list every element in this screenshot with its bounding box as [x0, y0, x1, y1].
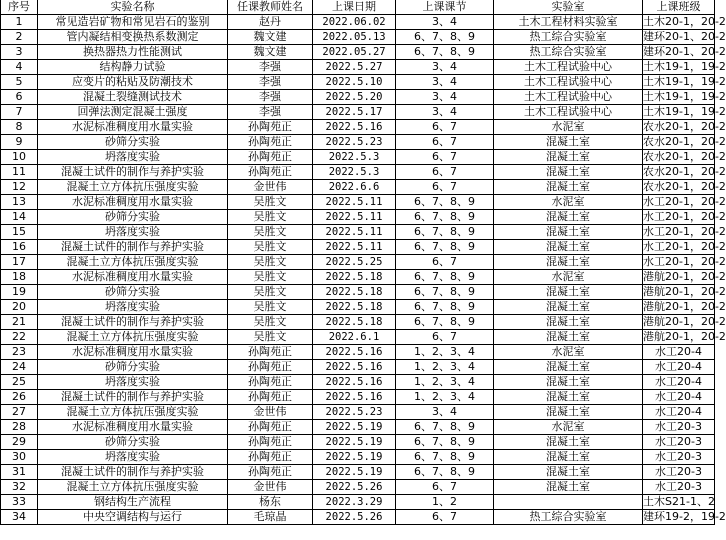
cell-teacher: 吴胜文 [228, 330, 313, 345]
cell-lab: 混凝土室 [494, 240, 643, 255]
cell-index: 20 [1, 300, 38, 315]
cell-class: 港航20-1，20-2 [643, 315, 726, 328]
cell-index: 9 [1, 135, 38, 150]
table-row [1, 480, 715, 495]
cell-lab: 混凝土室 [494, 180, 643, 195]
cell-class: 建环19-2，19-2 [643, 510, 726, 523]
cell-periods: 6、7、8、9 [396, 225, 494, 240]
cell-index: 33 [1, 495, 38, 510]
header-experiment-name: 实验名称 [38, 0, 228, 15]
cell-index: 12 [1, 180, 38, 195]
cell-lab: 混凝土室 [494, 330, 643, 345]
cell-periods: 1、2、3、4 [396, 390, 494, 405]
cell-experiment-name: 水泥标准稠度用水量实验 [38, 195, 228, 210]
cell-date: 2022.6.6 [313, 180, 396, 195]
table-row [1, 165, 715, 180]
table-row [1, 270, 715, 285]
cell-date: 2022.06.02 [313, 15, 396, 30]
cell-date: 2022.5.11 [313, 210, 396, 225]
table-row [1, 135, 715, 150]
cell-experiment-name: 砂筛分实验 [38, 210, 228, 225]
cell-index: 5 [1, 75, 38, 90]
cell-periods: 6、7、8、9 [396, 240, 494, 255]
cell-class: 港航20-1，20-2 [643, 270, 726, 283]
cell-experiment-name: 混凝土立方体抗压强度实验 [38, 480, 228, 495]
cell-index: 1 [1, 15, 38, 30]
cell-date: 2022.5.23 [313, 135, 396, 150]
table-row [1, 315, 715, 330]
cell-index: 27 [1, 405, 38, 420]
cell-lab: 土木工程试验中心 [494, 90, 643, 105]
cell-teacher: 孙陶苑正 [228, 375, 313, 390]
cell-periods: 6、7、8、9 [396, 285, 494, 300]
cell-lab: 土木工程材料实验室 [494, 15, 643, 30]
cell-date: 2022.5.19 [313, 450, 396, 465]
cell-teacher: 吴胜文 [228, 315, 313, 330]
cell-periods: 6、7 [396, 150, 494, 165]
cell-teacher: 吴胜文 [228, 255, 313, 270]
table-row [1, 465, 715, 480]
cell-class: 土木19-1，19-2 [643, 75, 726, 88]
cell-lab: 混凝土室 [494, 300, 643, 315]
cell-periods: 1、2、3、4 [396, 375, 494, 390]
cell-teacher: 孙陶苑正 [228, 345, 313, 360]
cell-experiment-name: 水泥标准稠度用水量实验 [38, 345, 228, 360]
cell-class: 港航20-1，20-2 [643, 330, 726, 343]
cell-class: 港航20-1，20-2 [643, 285, 726, 298]
cell-date: 2022.5.11 [313, 240, 396, 255]
cell-periods: 6、7 [396, 330, 494, 345]
cell-lab: 混凝土室 [494, 315, 643, 330]
cell-date: 2022.05.13 [313, 30, 396, 45]
cell-index: 22 [1, 330, 38, 345]
cell-periods: 6、7 [396, 165, 494, 180]
cell-lab: 水泥室 [494, 120, 643, 135]
table-row [1, 210, 715, 225]
table-row [1, 345, 715, 360]
cell-experiment-name: 混凝土立方体抗压强度实验 [38, 330, 228, 345]
cell-lab: 混凝土室 [494, 165, 643, 180]
cell-teacher: 孙陶苑正 [228, 390, 313, 405]
cell-periods: 3、4 [396, 405, 494, 420]
cell-date: 2022.5.16 [313, 120, 396, 135]
table-row [1, 195, 715, 210]
cell-experiment-name: 砂筛分实验 [38, 135, 228, 150]
cell-class: 农水20-1，20-2 [643, 180, 726, 193]
cell-periods: 3、4 [396, 105, 494, 120]
cell-periods: 6、7、8、9 [396, 315, 494, 330]
cell-date: 2022.05.27 [313, 45, 396, 60]
table-row [1, 240, 715, 255]
cell-experiment-name: 砂筛分实验 [38, 285, 228, 300]
cell-lab: 混凝土室 [494, 405, 643, 420]
cell-lab: 混凝土室 [494, 375, 643, 390]
cell-date: 2022.5.11 [313, 225, 396, 240]
cell-teacher: 吴胜文 [228, 240, 313, 255]
cell-experiment-name: 混凝土试件的制作与养护实验 [38, 315, 228, 330]
cell-teacher: 孙陶苑正 [228, 120, 313, 135]
table-row [1, 90, 715, 105]
table-row [1, 360, 715, 375]
cell-class: 土木19-1，19-2 [643, 90, 726, 103]
cell-experiment-name: 混凝土试件的制作与养护实验 [38, 390, 228, 405]
cell-teacher: 吴胜文 [228, 225, 313, 240]
cell-class: 水工20-3 [643, 420, 715, 435]
cell-teacher: 李强 [228, 75, 313, 90]
cell-index: 29 [1, 435, 38, 450]
cell-experiment-name: 水泥标准稠度用水量实验 [38, 270, 228, 285]
table-row [1, 15, 715, 30]
cell-experiment-name: 换热器热力性能测试 [38, 45, 228, 60]
cell-index: 24 [1, 360, 38, 375]
table-row [1, 300, 715, 315]
cell-experiment-name: 常见造岩矿物和常见岩石的鉴别 [38, 15, 228, 30]
cell-lab: 混凝土室 [494, 465, 643, 480]
cell-periods: 6、7 [396, 255, 494, 270]
cell-class: 水工20-3 [643, 480, 715, 495]
cell-lab: 水泥室 [494, 420, 643, 435]
cell-experiment-name: 坍落度实验 [38, 450, 228, 465]
cell-class: 农水20-1，20-2 [643, 120, 726, 133]
cell-date: 2022.3.29 [313, 495, 396, 510]
cell-experiment-name: 砂筛分实验 [38, 435, 228, 450]
cell-experiment-name: 结构静力试验 [38, 60, 228, 75]
table-row [1, 510, 715, 525]
cell-periods: 6、7 [396, 135, 494, 150]
cell-class: 水工20-3 [643, 450, 715, 465]
cell-experiment-name: 中央空调结构与运行 [38, 510, 228, 525]
cell-periods: 6、7、8、9 [396, 435, 494, 450]
cell-experiment-name: 坍落度实验 [38, 375, 228, 390]
cell-teacher: 孙陶苑正 [228, 135, 313, 150]
cell-class: 水工20-1，20-2 [643, 240, 726, 253]
table-row [1, 180, 715, 195]
cell-date: 2022.5.3 [313, 165, 396, 180]
table-row [1, 120, 715, 135]
cell-teacher: 魏文建 [228, 45, 313, 60]
table-row [1, 75, 715, 90]
cell-index: 7 [1, 105, 38, 120]
cell-teacher: 魏文建 [228, 30, 313, 45]
cell-index: 6 [1, 90, 38, 105]
cell-lab: 混凝土室 [494, 390, 643, 405]
cell-class: 建环20-1、20-2 [643, 45, 726, 58]
cell-index: 30 [1, 450, 38, 465]
cell-index: 11 [1, 165, 38, 180]
cell-teacher: 李强 [228, 60, 313, 75]
cell-lab: 土木工程试验中心 [494, 60, 643, 75]
cell-class: 农水20-1，20-2 [643, 150, 726, 163]
table-body [1, 15, 726, 525]
cell-date: 2022.5.10 [313, 75, 396, 90]
cell-class: 水工20-4 [643, 405, 715, 420]
cell-class: 土木19-1，19-2 [643, 60, 726, 73]
cell-date: 2022.5.19 [313, 435, 396, 450]
cell-experiment-name: 管内凝结相变换热系数测定 [38, 30, 228, 45]
cell-index: 21 [1, 315, 38, 330]
cell-index: 25 [1, 375, 38, 390]
table-row [1, 255, 715, 270]
cell-index: 31 [1, 465, 38, 480]
cell-periods: 3、4 [396, 60, 494, 75]
cell-periods: 6、7、8、9 [396, 270, 494, 285]
table-row [1, 450, 715, 465]
cell-class: 建环20-1、20-2 [643, 30, 726, 43]
cell-class: 土木20-1，20-2 [643, 15, 726, 28]
cell-date: 2022.5.16 [313, 375, 396, 390]
cell-date: 2022.5.17 [313, 105, 396, 120]
cell-date: 2022.5.19 [313, 420, 396, 435]
cell-periods: 6、7 [396, 120, 494, 135]
cell-lab: 混凝土室 [494, 135, 643, 150]
cell-date: 2022.5.16 [313, 390, 396, 405]
header-lab: 实验室 [494, 0, 643, 15]
cell-teacher: 孙陶苑正 [228, 420, 313, 435]
cell-index: 17 [1, 255, 38, 270]
cell-teacher: 李强 [228, 105, 313, 120]
cell-class: 港航20-1，20-2 [643, 300, 726, 313]
cell-experiment-name: 混凝土试件的制作与养护实验 [38, 240, 228, 255]
table-row [1, 495, 715, 510]
cell-periods: 6、7、8、9 [396, 45, 494, 60]
cell-date: 2022.5.19 [313, 465, 396, 480]
cell-periods: 1、2、3、4 [396, 360, 494, 375]
table-row [1, 375, 715, 390]
cell-date: 2022.5.26 [313, 480, 396, 495]
cell-experiment-name: 坍落度实验 [38, 300, 228, 315]
cell-experiment-name: 混凝土试件的制作与养护实验 [38, 165, 228, 180]
header-periods: 上课课节 [396, 0, 494, 15]
cell-index: 10 [1, 150, 38, 165]
cell-class: 水工20-4 [643, 360, 715, 375]
cell-teacher: 孙陶苑正 [228, 465, 313, 480]
cell-lab: 混凝土室 [494, 360, 643, 375]
cell-date: 2022.5.23 [313, 405, 396, 420]
cell-index: 4 [1, 60, 38, 75]
header-index: 序号 [1, 0, 38, 15]
cell-index: 8 [1, 120, 38, 135]
cell-periods: 3、4 [396, 15, 494, 30]
cell-teacher: 孙陶苑正 [228, 435, 313, 450]
cell-periods: 6、7、8、9 [396, 420, 494, 435]
cell-experiment-name: 水泥标准稠度用水量实验 [38, 420, 228, 435]
header-class: 上课班级 [643, 0, 715, 15]
cell-teacher: 孙陶苑正 [228, 450, 313, 465]
cell-periods: 3、4 [396, 75, 494, 90]
cell-index: 15 [1, 225, 38, 240]
table-row [1, 45, 715, 60]
cell-lab: 热工综合实验室 [494, 30, 643, 45]
cell-experiment-name: 混凝土裂缝测试技术 [38, 90, 228, 105]
cell-class: 水工20-3 [643, 465, 715, 480]
cell-index: 28 [1, 420, 38, 435]
cell-date: 2022.5.11 [313, 195, 396, 210]
cell-lab: 混凝土室 [494, 285, 643, 300]
cell-lab: 混凝土室 [494, 450, 643, 465]
header-date: 上课日期 [313, 0, 396, 15]
cell-periods: 6、7、8、9 [396, 450, 494, 465]
cell-date: 2022.5.25 [313, 255, 396, 270]
cell-class: 水工20-4 [643, 375, 715, 390]
cell-lab [494, 495, 643, 510]
cell-teacher: 吴胜文 [228, 270, 313, 285]
cell-date: 2022.5.16 [313, 360, 396, 375]
cell-class: 水工20-1，20-2 [643, 210, 726, 223]
cell-class: 土木S21-1、2 [643, 495, 715, 508]
cell-lab: 混凝土室 [494, 480, 643, 495]
cell-teacher: 吴胜文 [228, 285, 313, 300]
cell-teacher: 毛琼晶 [228, 510, 313, 525]
cell-index: 13 [1, 195, 38, 210]
cell-lab: 混凝土室 [494, 435, 643, 450]
cell-class: 水工20-4 [643, 390, 715, 405]
cell-date: 2022.5.18 [313, 270, 396, 285]
cell-lab: 热工综合实验室 [494, 45, 643, 60]
cell-class: 水工20-1，20-2 [643, 255, 726, 268]
cell-periods: 6、7、8、9 [396, 210, 494, 225]
cell-date: 2022.5.27 [313, 60, 396, 75]
table-row [1, 225, 715, 240]
cell-index: 16 [1, 240, 38, 255]
cell-lab: 水泥室 [494, 270, 643, 285]
cell-teacher: 杨东 [228, 495, 313, 510]
cell-experiment-name: 砂筛分实验 [38, 360, 228, 375]
cell-lab: 土木工程试验中心 [494, 105, 643, 120]
cell-teacher: 李强 [228, 90, 313, 105]
cell-class: 水工20-3 [643, 435, 715, 450]
cell-periods: 6、7、8、9 [396, 465, 494, 480]
header-row [1, 0, 715, 15]
table-row [1, 30, 715, 45]
cell-class: 土木19-1，19-2 [643, 105, 726, 118]
cell-lab: 水泥室 [494, 195, 643, 210]
cell-lab: 水泥室 [494, 345, 643, 360]
cell-class: 水工20-4 [643, 345, 715, 360]
cell-index: 2 [1, 30, 38, 45]
header-teacher: 任课教师姓名 [228, 0, 313, 15]
cell-lab: 混凝土室 [494, 255, 643, 270]
table-row [1, 150, 715, 165]
cell-index: 23 [1, 345, 38, 360]
table-row [1, 390, 715, 405]
cell-experiment-name: 混凝土试件的制作与养护实验 [38, 465, 228, 480]
cell-index: 18 [1, 270, 38, 285]
cell-index: 14 [1, 210, 38, 225]
cell-class: 水工20-1，20-2 [643, 195, 726, 208]
cell-lab: 土木工程试验中心 [494, 75, 643, 90]
cell-experiment-name: 水泥标准稠度用水量实验 [38, 120, 228, 135]
cell-class: 农水20-1，20-2 [643, 165, 726, 178]
cell-teacher: 金世伟 [228, 480, 313, 495]
cell-periods: 6、7 [396, 180, 494, 195]
cell-index: 26 [1, 390, 38, 405]
cell-periods: 1、2 [396, 495, 494, 510]
table-row [1, 105, 715, 120]
cell-class: 农水20-1，20-2 [643, 135, 726, 148]
cell-experiment-name: 混凝土立方体抗压强度实验 [38, 405, 228, 420]
table-row [1, 420, 715, 435]
cell-date: 2022.5.18 [313, 315, 396, 330]
table-row [1, 435, 715, 450]
cell-date: 2022.5.18 [313, 285, 396, 300]
cell-date: 2022.5.16 [313, 345, 396, 360]
cell-experiment-name: 应变片的粘贴及防潮技术 [38, 75, 228, 90]
cell-experiment-name: 混凝土立方体抗压强度实验 [38, 255, 228, 270]
cell-periods: 6、7 [396, 510, 494, 525]
cell-teacher: 孙陶苑正 [228, 150, 313, 165]
cell-teacher: 孙陶苑正 [228, 165, 313, 180]
cell-class: 水工20-1，20-2 [643, 225, 726, 238]
cell-lab: 热工综合实验室 [494, 510, 643, 525]
cell-teacher: 金世伟 [228, 405, 313, 420]
cell-teacher: 金世伟 [228, 180, 313, 195]
cell-teacher: 吴胜文 [228, 210, 313, 225]
cell-periods: 3、4 [396, 90, 494, 105]
cell-periods: 6、7、8、9 [396, 195, 494, 210]
cell-date: 2022.5.3 [313, 150, 396, 165]
cell-experiment-name: 坍落度实验 [38, 150, 228, 165]
cell-experiment-name: 坍落度实验 [38, 225, 228, 240]
table-row [1, 330, 715, 345]
cell-periods: 6、7 [396, 480, 494, 495]
cell-date: 2022.6.1 [313, 330, 396, 345]
cell-index: 34 [1, 510, 38, 525]
table-row [1, 60, 715, 75]
cell-index: 3 [1, 45, 38, 60]
cell-date: 2022.5.26 [313, 510, 396, 525]
cell-periods: 6、7、8、9 [396, 30, 494, 45]
cell-lab: 混凝土室 [494, 210, 643, 225]
table-row [1, 405, 715, 420]
cell-date: 2022.5.20 [313, 90, 396, 105]
cell-experiment-name: 混凝土立方体抗压强度实验 [38, 180, 228, 195]
cell-lab: 混凝土室 [494, 150, 643, 165]
cell-experiment-name: 回弹法测定混凝土强度 [38, 105, 228, 120]
cell-periods: 1、2、3、4 [396, 345, 494, 360]
cell-teacher: 吴胜文 [228, 195, 313, 210]
cell-periods: 6、7、8、9 [396, 300, 494, 315]
cell-teacher: 赵丹 [228, 15, 313, 30]
cell-lab: 混凝土室 [494, 225, 643, 240]
table-row [1, 285, 715, 300]
cell-date: 2022.5.18 [313, 300, 396, 315]
cell-index: 19 [1, 285, 38, 300]
cell-experiment-name: 钢结构生产流程 [38, 495, 228, 510]
cell-index: 32 [1, 480, 38, 495]
cell-teacher: 孙陶苑正 [228, 360, 313, 375]
cell-teacher: 吴胜文 [228, 300, 313, 315]
